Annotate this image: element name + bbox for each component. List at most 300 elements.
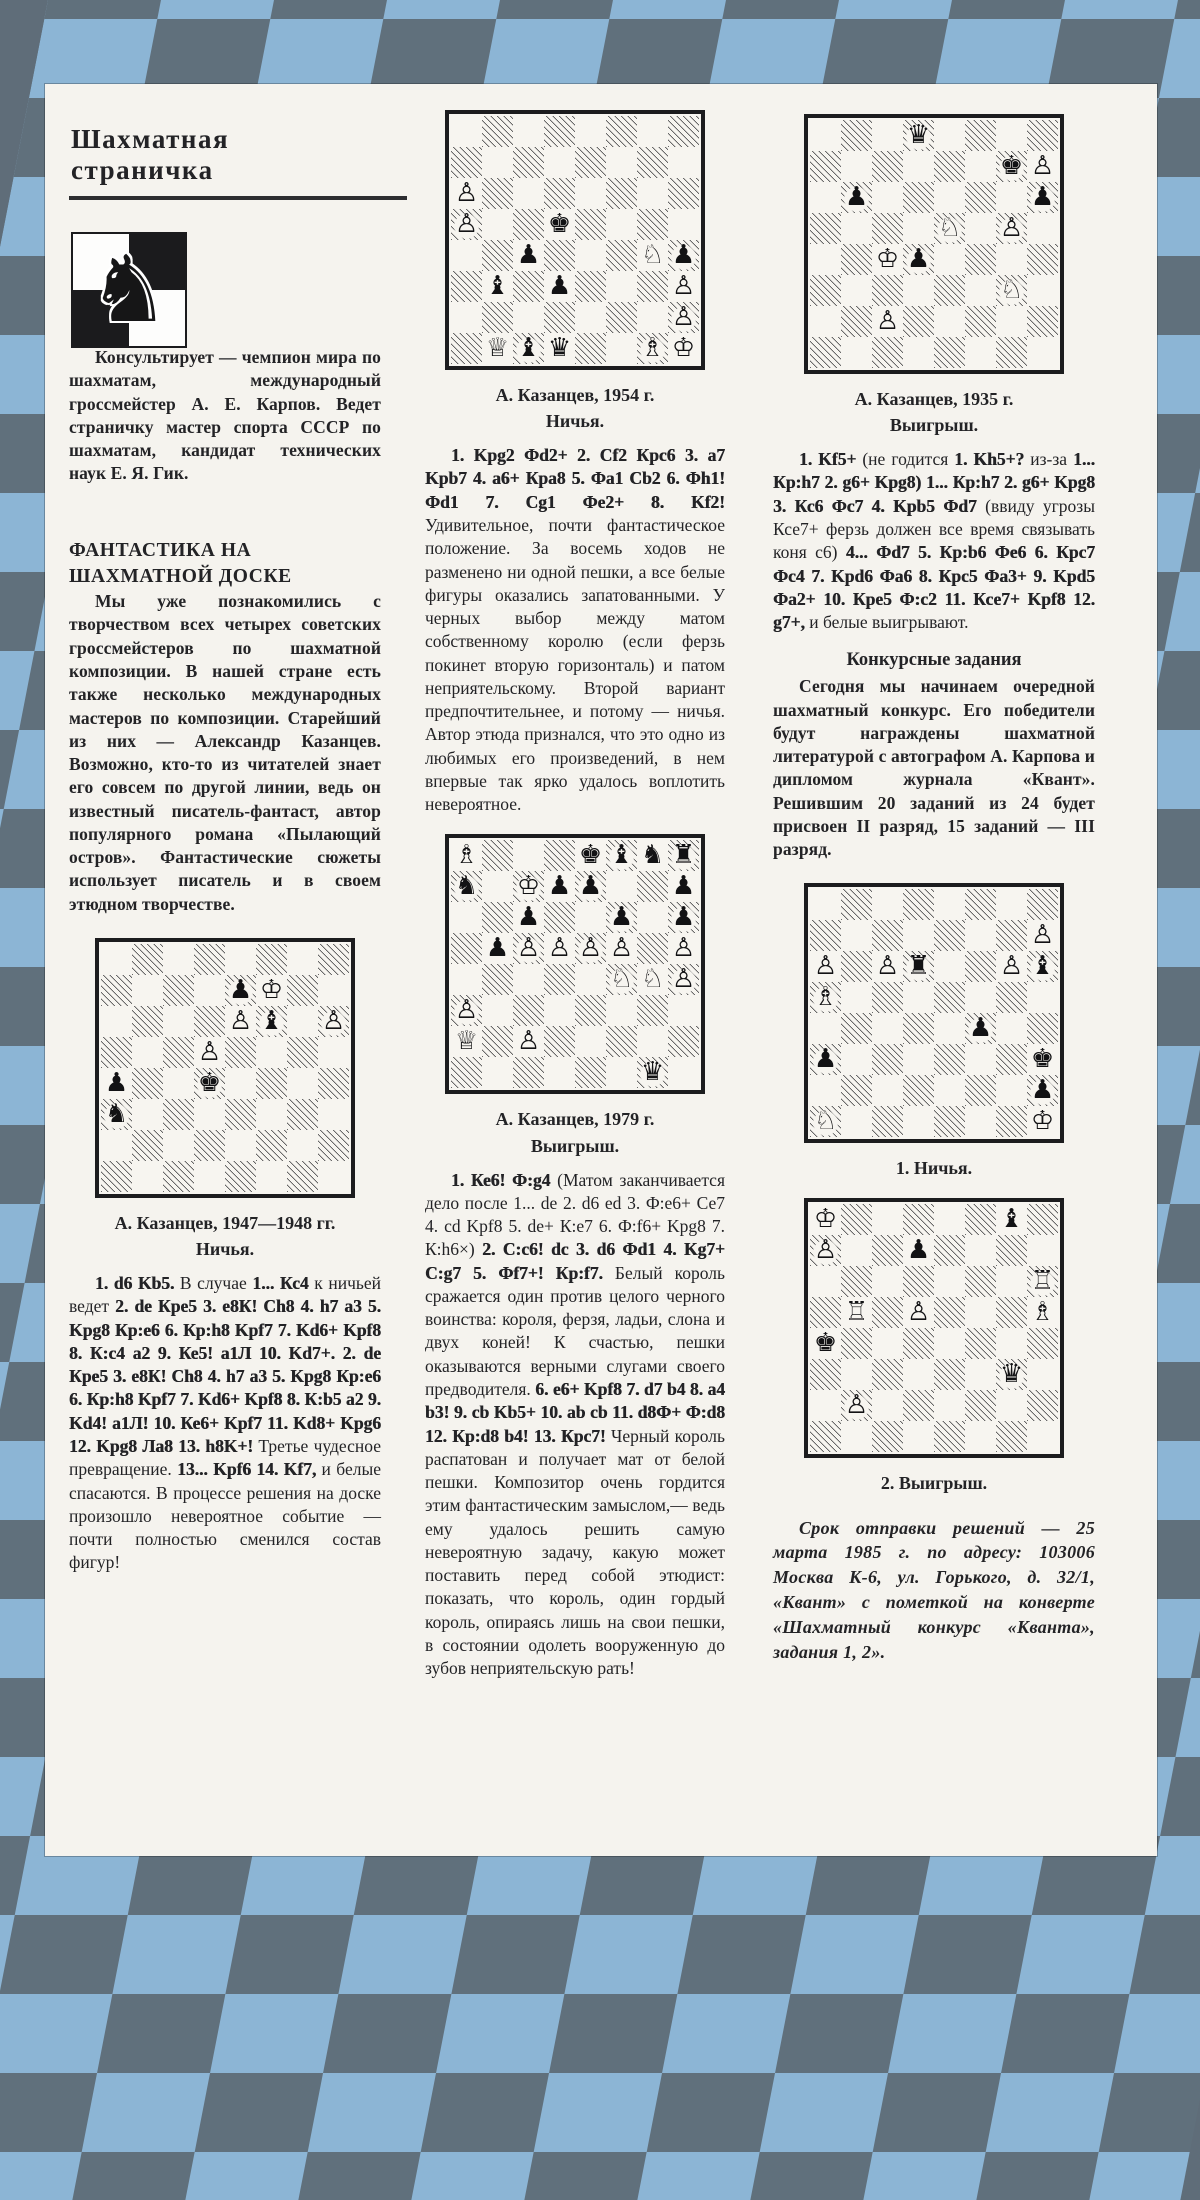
- board-square: [903, 337, 934, 368]
- board-square: [996, 1235, 1027, 1266]
- board-square: [256, 944, 287, 975]
- board-square: [318, 1068, 349, 1099]
- board-square: [451, 240, 482, 271]
- chess-piece: ♙: [606, 933, 637, 964]
- board-square: [482, 964, 513, 995]
- board-square: [513, 116, 544, 147]
- board-square: [101, 1068, 132, 1099]
- board-square: [810, 151, 841, 182]
- board-square: [482, 871, 513, 902]
- board-square: [606, 302, 637, 333]
- board-square: [318, 1130, 349, 1161]
- board-square: [637, 302, 668, 333]
- board-square: [903, 1075, 934, 1106]
- chess-piece: ♟: [1027, 182, 1058, 213]
- board-square: [872, 1106, 903, 1137]
- board-square: [668, 333, 699, 364]
- chess-piece: ♙: [451, 178, 482, 209]
- board-square: [965, 1044, 996, 1075]
- chess-piece: ♙: [451, 995, 482, 1026]
- board-square: [256, 1006, 287, 1037]
- chess-piece: ♕: [451, 1026, 482, 1057]
- board-square: [225, 1037, 256, 1068]
- board-square: [482, 209, 513, 240]
- board-square: [513, 333, 544, 364]
- chess-piece: ♔: [513, 871, 544, 902]
- board-square: [934, 1328, 965, 1359]
- chess-piece: ♟: [225, 975, 256, 1006]
- board-square: [1027, 1390, 1058, 1421]
- board-square: [637, 1057, 668, 1088]
- board-square: [575, 840, 606, 871]
- caption-stipulation: 2. Выигрыш.: [880, 1472, 988, 1493]
- board-square: [482, 933, 513, 964]
- board-square: [934, 1106, 965, 1137]
- board-square: [606, 1026, 637, 1057]
- board-square: [841, 1297, 872, 1328]
- board-square: [872, 1266, 903, 1297]
- chess-piece: ♔: [668, 333, 699, 364]
- chess-piece: ♘: [637, 240, 668, 271]
- board-square: [872, 120, 903, 151]
- board-square: [606, 933, 637, 964]
- board-square: [606, 240, 637, 271]
- board-square: [903, 1204, 934, 1235]
- board-square: [544, 333, 575, 364]
- board-square: [287, 1099, 318, 1130]
- board-square: [575, 871, 606, 902]
- board-square: [544, 995, 575, 1026]
- chess-piece: ♗: [451, 840, 482, 871]
- board-square: [903, 1044, 934, 1075]
- board-square: [544, 1057, 575, 1088]
- diagram-kazantsev-1935: [773, 114, 1095, 438]
- board-square: [513, 240, 544, 271]
- board-square: [841, 213, 872, 244]
- board-square: [575, 964, 606, 995]
- board-square: [575, 933, 606, 964]
- board-square: [163, 1037, 194, 1068]
- board-square: [903, 1328, 934, 1359]
- board-square: [810, 1297, 841, 1328]
- middle-column: [425, 110, 725, 1683]
- board-square: [225, 944, 256, 975]
- chess-piece: ♟: [1027, 1075, 1058, 1106]
- chess-piece: ♗: [1027, 1297, 1058, 1328]
- board-square: [872, 1013, 903, 1044]
- board-square: [872, 151, 903, 182]
- board-square: [575, 902, 606, 933]
- board-square: [810, 1075, 841, 1106]
- board-square: [287, 1161, 318, 1192]
- board-square: [1027, 1421, 1058, 1452]
- board-square: [841, 1390, 872, 1421]
- board-square: [544, 240, 575, 271]
- chess-piece: ♟: [903, 1235, 934, 1266]
- board-square: [903, 213, 934, 244]
- chess-piece: ♙: [451, 209, 482, 240]
- board-square: [810, 1013, 841, 1044]
- board-square: [194, 1130, 225, 1161]
- board-square: [903, 1013, 934, 1044]
- board-square: [903, 951, 934, 982]
- chess-piece: ♘: [606, 964, 637, 995]
- board-square: [965, 1328, 996, 1359]
- board-square: [965, 1266, 996, 1297]
- board-square: [810, 120, 841, 151]
- board-square: [668, 871, 699, 902]
- board-square: [872, 182, 903, 213]
- chess-piece: ♙: [513, 1026, 544, 1057]
- board-square: [101, 1006, 132, 1037]
- board-square: [903, 982, 934, 1013]
- board-square: [841, 1266, 872, 1297]
- chess-piece: ♙: [575, 933, 606, 964]
- board-square: [637, 871, 668, 902]
- board-square: [810, 889, 841, 920]
- board-square: [872, 306, 903, 337]
- board-square: [668, 995, 699, 1026]
- board-square: [132, 975, 163, 1006]
- chess-piece: ♞: [451, 871, 482, 902]
- solution-text-1979: 1. Ке6! Ф:g4 (Матом заканчивается дело после 1... de 2. d6 ed 3. Ф:е6+ Се7 4. cd Kpf8 5. de+ К:е7 6. Ф:f6+ Kpg8 7. К:h6×) 2. С:с6! dc 3. d6 Фd1 4. Kg7+ С:g7 5. Фf7+! Кр:f7. Белый король сражается один против целого черного воинства: короля, ферзя, ладьи, слона и двух коней! К счастью, пешки оказываются верными слугами своего предводителя. 6. е6+ Kpf8 7. d7 b4 8. а4 b3! 9. cb Kb5+ 10. ab cb 11. d8Ф+ Ф:d8 12. Кр:d8 b4! 13. Крс7! Черный король распатован и получает мат от белой пешки. Композитор очень гордится этим фантастическим замыслом,— ведь ему удалось решить самую невероятную задачу, какую может поставить перед собой этюдист: показать, что король, один гордый король, опираясь лишь на свои пешки, в состоянии одолеть вооруженную до зубов неприятельскую рать!: [425, 1169, 726, 1679]
- section-heading: [69, 538, 381, 591]
- chess-piece: ♔: [256, 975, 287, 1006]
- board-square: [841, 182, 872, 213]
- board-square: [575, 1057, 606, 1088]
- chess-piece: ♟: [606, 902, 637, 933]
- board-square: [934, 306, 965, 337]
- chess-piece: ♘: [934, 213, 965, 244]
- board-square: [513, 1057, 544, 1088]
- board-square: [1027, 1204, 1058, 1235]
- board-square: [965, 1075, 996, 1106]
- board-square: [965, 213, 996, 244]
- chess-piece: ♝: [1027, 951, 1058, 982]
- title-underline: [69, 196, 407, 200]
- chess-piece: ♝: [513, 333, 544, 364]
- chess-piece: ♚: [810, 1328, 841, 1359]
- chess-piece: ♛: [996, 1359, 1027, 1390]
- board-square: [513, 147, 544, 178]
- board-square: [810, 1359, 841, 1390]
- solution-text-1947: 1. d6 Kb5. В случае 1... Кс4 к ничьей ведет 2. de Кре5 3. е8К! Ch8 4. h7 а3 5. Kpg8 Кр:е6 6. Кр:h8 Kpf7 7. Kd6+ Kpf8 8. К:с4 а2 9. Ке5! а1Л 10. Kd7+. 2. de Кре5 3. е8К! Ch8 4. h7 а3 5. Kpg8 Кр:е6 6. Кр:h8 Kpf7 7. Kd6+ Kpf8 8. К:b5 а2 9. Kd4! а1Л! 10. Ке6+ Kpf7 11. Kd8+ Kpg6 12. Kpg8 Ла8 13. h8K+! Третье чудесное превращение. 13... Kpf6 14. Kf7, и белые спасаются. В процессе решения на доске произошло невероятное событие — почти полностью сменился состав фигур!: [69, 1273, 382, 1573]
- board-square: [996, 1359, 1027, 1390]
- board-square: [872, 337, 903, 368]
- board-square: [934, 182, 965, 213]
- chess-piece: ♝: [996, 1204, 1027, 1235]
- chess-piece: ♟: [810, 1044, 841, 1075]
- board-square: [841, 337, 872, 368]
- contest-diagram-1: [773, 883, 1095, 1181]
- board-square: [637, 147, 668, 178]
- board-square: [841, 920, 872, 951]
- chess-piece: ♜: [903, 951, 934, 982]
- chess-board: [804, 883, 1064, 1143]
- solution-text-1954: 1. Kpg2 Фd2+ 2. Cf2 Крс6 3. а7 Kpb7 4. а6+ Кра8 5. Фа1 Cb2 6. Фh1! Фd1 7. Cg1 Фе2+ 8. Kf2! Удивительное, почти фантастическое положение. За восемь ходов не разменено ни одной пешки, а все белые фигуры оказались запатованными. У черных выбор между матом собственному королю (если ферзь покинет вторую горизонталь) и патом неприятельскому. Второй вариант предпочтительнее, и потому — ничья. Автор этюда признался, что это одно из любимых его произведений, в нем впервые так ярко удалось воплотить невероятное.: [425, 445, 725, 815]
- board-square: [965, 982, 996, 1013]
- board-square: [451, 871, 482, 902]
- chess-piece: ♚: [996, 151, 1027, 182]
- board-square: [996, 1328, 1027, 1359]
- chess-page-logo: [73, 234, 185, 346]
- chess-piece: ♚: [1027, 1044, 1058, 1075]
- board-square: [287, 975, 318, 1006]
- board-square: [225, 1099, 256, 1130]
- board-square: [637, 840, 668, 871]
- board-square: [101, 944, 132, 975]
- board-square: [965, 889, 996, 920]
- board-square: [606, 147, 637, 178]
- board-square: [482, 271, 513, 302]
- board-square: [318, 1006, 349, 1037]
- board-square: [810, 1328, 841, 1359]
- board-square: [810, 1421, 841, 1452]
- chess-piece: ♟: [544, 271, 575, 302]
- board-square: [1027, 275, 1058, 306]
- board-square: [965, 1204, 996, 1235]
- board-square: [451, 302, 482, 333]
- magazine-page: [45, 84, 1157, 1856]
- board-square: [810, 213, 841, 244]
- board-square: [996, 1044, 1027, 1075]
- board-square: [841, 1044, 872, 1075]
- board-square: [668, 178, 699, 209]
- chess-piece: ♞: [637, 840, 668, 871]
- board-square: [872, 1297, 903, 1328]
- board-square: [451, 995, 482, 1026]
- board-square: [872, 213, 903, 244]
- board-square: [544, 1026, 575, 1057]
- board-square: [482, 333, 513, 364]
- board-square: [872, 889, 903, 920]
- board-square: [606, 116, 637, 147]
- board-square: [256, 975, 287, 1006]
- board-square: [194, 1006, 225, 1037]
- board-square: [841, 1328, 872, 1359]
- board-square: [872, 1390, 903, 1421]
- board-square: [606, 209, 637, 240]
- section-heading-text: ФАНТАСТИКА НА ШАХМАТНОЙ ДОСКЕ: [69, 539, 292, 587]
- board-square: [996, 1204, 1027, 1235]
- board-square: [965, 1297, 996, 1328]
- board-square: [451, 147, 482, 178]
- board-square: [451, 1057, 482, 1088]
- board-square: [575, 995, 606, 1026]
- board-square: [256, 1130, 287, 1161]
- board-square: [575, 271, 606, 302]
- board-square: [934, 1266, 965, 1297]
- board-square: [637, 933, 668, 964]
- board-square: [606, 178, 637, 209]
- board-square: [841, 951, 872, 982]
- chess-piece: ♙: [668, 271, 699, 302]
- chess-piece: ♙: [668, 933, 699, 964]
- diagram-caption: [69, 1210, 381, 1262]
- board-square: [872, 1359, 903, 1390]
- board-square: [668, 209, 699, 240]
- board-square: [668, 840, 699, 871]
- board-square: [841, 1359, 872, 1390]
- chess-piece: ♘: [810, 1106, 841, 1137]
- board-square: [934, 1013, 965, 1044]
- board-square: [163, 1006, 194, 1037]
- chess-piece: ♙: [225, 1006, 256, 1037]
- board-square: [1027, 120, 1058, 151]
- diagram-caption: [425, 382, 725, 434]
- board-square: [810, 1044, 841, 1075]
- board-square: [1027, 1328, 1058, 1359]
- board-square: [132, 1161, 163, 1192]
- board-square: [256, 1068, 287, 1099]
- board-square: [872, 1421, 903, 1452]
- board-square: [637, 964, 668, 995]
- board-square: [996, 306, 1027, 337]
- board-square: [163, 1099, 194, 1130]
- chess-piece: ♙: [810, 951, 841, 982]
- board-square: [668, 902, 699, 933]
- board-square: [1027, 1044, 1058, 1075]
- board-square: [934, 951, 965, 982]
- board-square: [934, 1421, 965, 1452]
- board-square: [1027, 982, 1058, 1013]
- board-square: [101, 1161, 132, 1192]
- board-square: [1027, 1106, 1058, 1137]
- board-square: [810, 982, 841, 1013]
- chess-piece: ♙: [841, 1390, 872, 1421]
- board-square: [637, 333, 668, 364]
- diagram-kazantsev-1947: [69, 938, 381, 1262]
- chess-piece: ♟: [965, 1013, 996, 1044]
- chess-piece: ♙: [872, 306, 903, 337]
- board-square: [996, 920, 1027, 951]
- chess-piece: ♙: [1027, 151, 1058, 182]
- board-square: [810, 337, 841, 368]
- board-square: [225, 1161, 256, 1192]
- board-square: [451, 116, 482, 147]
- page-title: Шахматная страничка: [71, 124, 230, 185]
- board-square: [575, 178, 606, 209]
- board-square: [318, 1161, 349, 1192]
- chess-piece: ♙: [1027, 920, 1058, 951]
- chess-piece: ♙: [872, 951, 903, 982]
- board-square: [637, 902, 668, 933]
- board-square: [996, 151, 1027, 182]
- board-square: [287, 944, 318, 975]
- contest-heading: Конкурсные задания: [846, 650, 1022, 671]
- board-square: [287, 1130, 318, 1161]
- board-square: [668, 1026, 699, 1057]
- board-square: [903, 306, 934, 337]
- chess-piece: ♟: [482, 933, 513, 964]
- board-square: [256, 1099, 287, 1130]
- board-square: [451, 271, 482, 302]
- board-square: [287, 1006, 318, 1037]
- board-square: [544, 178, 575, 209]
- board-square: [668, 964, 699, 995]
- chess-piece: ♙: [996, 951, 1027, 982]
- board-square: [934, 1075, 965, 1106]
- board-square: [996, 1266, 1027, 1297]
- board-square: [872, 1328, 903, 1359]
- intro-paragraph: Консультирует — чемпион мира по шахматам, международный гроссмейстер А. Е. Карпов. Ведет страничку мастер спорта СССР по шахматам, кандидат технических наук Е. Я. Гик.: [69, 347, 381, 484]
- chess-piece: ♟: [575, 871, 606, 902]
- chess-piece: ♙: [810, 1235, 841, 1266]
- board-square: [1027, 951, 1058, 982]
- knight-icon: ♞: [87, 236, 171, 343]
- board-square: [482, 995, 513, 1026]
- board-square: [996, 1075, 1027, 1106]
- board-square: [1027, 1075, 1058, 1106]
- chess-piece: ♝: [606, 840, 637, 871]
- board-square: [903, 120, 934, 151]
- board-square: [194, 1037, 225, 1068]
- board-square: [965, 275, 996, 306]
- board-square: [810, 182, 841, 213]
- board-square: [903, 1266, 934, 1297]
- board-square: [903, 889, 934, 920]
- board-square: [606, 995, 637, 1026]
- board-square: [513, 1026, 544, 1057]
- board-square: [606, 333, 637, 364]
- board-square: [513, 178, 544, 209]
- board-square: [606, 271, 637, 302]
- board-square: [965, 1013, 996, 1044]
- board-square: [1027, 182, 1058, 213]
- chess-piece: ♟: [668, 871, 699, 902]
- board-square: [810, 920, 841, 951]
- board-square: [101, 1037, 132, 1068]
- board-square: [934, 151, 965, 182]
- board-square: [194, 1099, 225, 1130]
- board-square: [841, 1204, 872, 1235]
- chess-piece: ♖: [841, 1297, 872, 1328]
- chess-piece: ♘: [637, 964, 668, 995]
- chess-piece: ♔: [1027, 1106, 1058, 1137]
- chess-piece: ♟: [513, 902, 544, 933]
- board-square: [996, 1297, 1027, 1328]
- chess-piece: ♙: [544, 933, 575, 964]
- board-square: [637, 995, 668, 1026]
- board-square: [451, 178, 482, 209]
- board-square: [256, 1037, 287, 1068]
- chess-piece: ♕: [482, 333, 513, 364]
- board-square: [132, 944, 163, 975]
- board-square: [637, 209, 668, 240]
- board-square: [225, 1006, 256, 1037]
- board-square: [996, 889, 1027, 920]
- board-square: [903, 1359, 934, 1390]
- diagram-caption: [773, 386, 1095, 438]
- board-square: [965, 182, 996, 213]
- board-square: [482, 147, 513, 178]
- board-square: [872, 920, 903, 951]
- board-square: [451, 840, 482, 871]
- board-square: [810, 1235, 841, 1266]
- board-square: [544, 871, 575, 902]
- board-square: [996, 120, 1027, 151]
- board-square: [810, 951, 841, 982]
- board-square: [318, 975, 349, 1006]
- board-square: [903, 1390, 934, 1421]
- board-square: [934, 1044, 965, 1075]
- caption-author-year: А. Казанцев, 1979 г.: [495, 1109, 655, 1130]
- caption-stipulation: Выигрыш.: [530, 1135, 620, 1156]
- board-square: [996, 982, 1027, 1013]
- board-square: [668, 240, 699, 271]
- board-square: [903, 151, 934, 182]
- board-square: [606, 840, 637, 871]
